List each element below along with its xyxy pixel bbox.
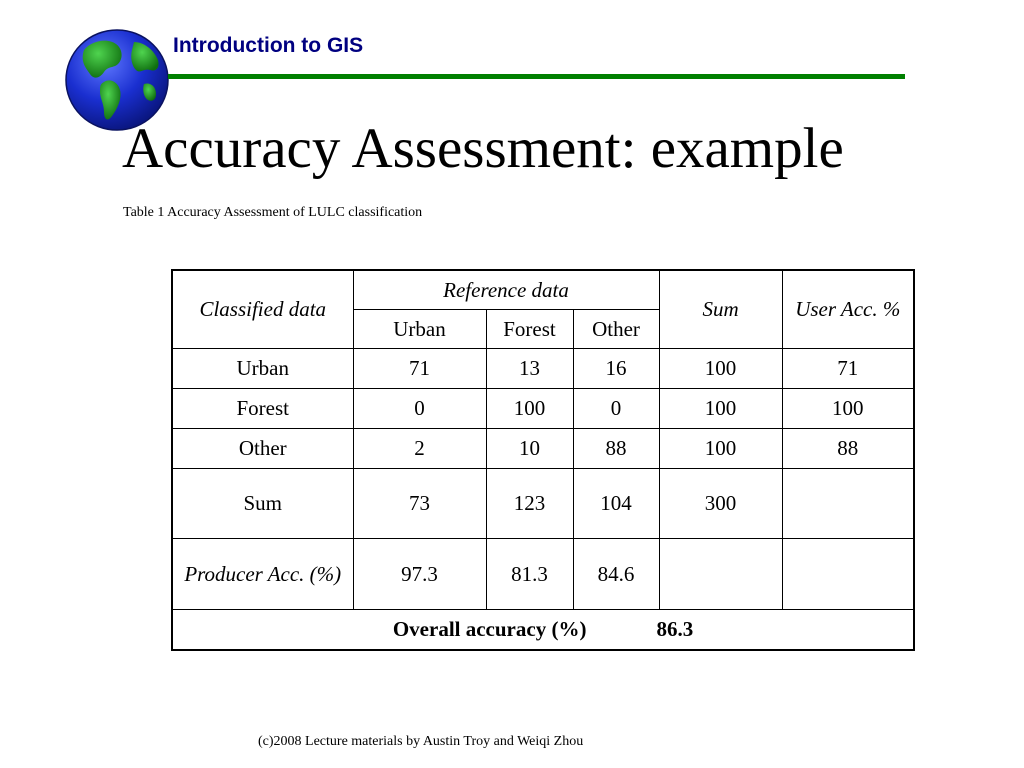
header-classified-data: Classified data	[172, 270, 353, 349]
cell-other: 0	[573, 389, 659, 429]
cell-other: 88	[573, 429, 659, 469]
cell-urban: 73	[353, 469, 486, 539]
row-label: Other	[172, 429, 353, 469]
cell-other: 84.6	[573, 539, 659, 610]
header-reference-data: Reference data	[353, 270, 659, 310]
cell-other: 104	[573, 469, 659, 539]
producer-accuracy-row	[172, 539, 914, 610]
overall-accuracy-value: 86.3	[656, 617, 694, 642]
accuracy-table	[171, 269, 915, 651]
overall-accuracy-label: Overall accuracy (%)	[392, 617, 587, 642]
header-ref-urban: Urban	[353, 310, 486, 349]
cell-user-accuracy	[782, 539, 914, 610]
cell-urban: 2	[353, 429, 486, 469]
cell-sum: 100	[659, 349, 782, 389]
cell-urban: 71	[353, 349, 486, 389]
cell-urban: 0	[353, 389, 486, 429]
row-label: Producer Acc. (%)	[172, 539, 353, 610]
header-ref-other: Other	[573, 310, 659, 349]
row-label: Forest	[172, 389, 353, 429]
table-row	[172, 389, 914, 429]
table-header-row	[172, 270, 914, 310]
course-title: Introduction to GIS	[173, 34, 364, 57]
cell-sum: 100	[659, 429, 782, 469]
cell-user-accuracy: 88	[782, 429, 914, 469]
cell-sum: 300	[659, 469, 782, 539]
header-sum: Sum	[659, 270, 782, 349]
row-label: Urban	[172, 349, 353, 389]
header-ref-forest: Forest	[486, 310, 573, 349]
overall-accuracy-row	[172, 610, 914, 651]
overall-accuracy-cell	[172, 610, 914, 651]
cell-user-accuracy: 100	[782, 389, 914, 429]
header-user-accuracy: User Acc. %	[782, 270, 914, 349]
cell-user-accuracy	[782, 469, 914, 539]
cell-urban: 97.3	[353, 539, 486, 610]
cell-forest: 81.3	[486, 539, 573, 610]
sum-row	[172, 469, 914, 539]
header-divider	[168, 74, 905, 79]
cell-user-accuracy: 71	[782, 349, 914, 389]
cell-sum	[659, 539, 782, 610]
cell-forest: 123	[486, 469, 573, 539]
cell-other: 16	[573, 349, 659, 389]
cell-forest: 13	[486, 349, 573, 389]
footer-credit: (c)2008 Lecture materials by Austin Troy and Weiqi Zhou	[258, 734, 584, 749]
cell-forest: 10	[486, 429, 573, 469]
table-row	[172, 429, 914, 469]
cell-sum: 100	[659, 389, 782, 429]
row-label: Sum	[172, 469, 353, 539]
table-row	[172, 349, 914, 389]
table-caption: Table 1 Accuracy Assessment of LULC classification	[123, 205, 423, 220]
cell-forest: 100	[486, 389, 573, 429]
slide-title: Accuracy Assessment: example	[122, 117, 844, 180]
